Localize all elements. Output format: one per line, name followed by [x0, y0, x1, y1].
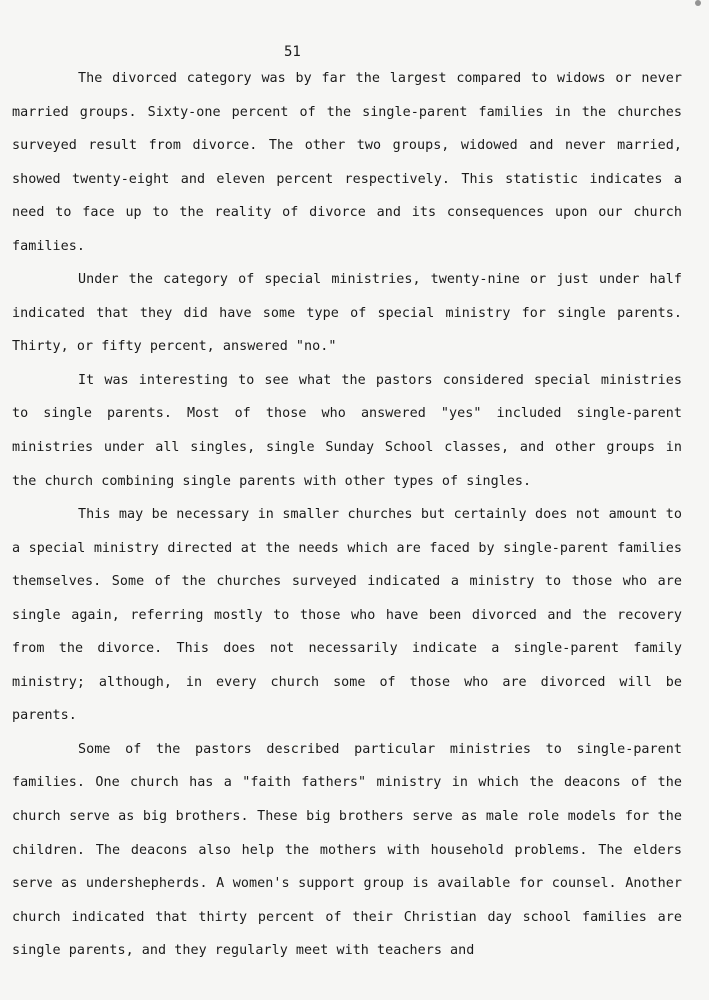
- page-number: 51: [284, 44, 301, 60]
- scan-speck: [695, 0, 701, 6]
- paragraph: It was interesting to see what the pastors considered special ministries to single parents. Most of those who answered "yes" included single-parent ministries under all singles, single Sunday School classes, and other groups in the church combining single parents with other types of singles.: [12, 372, 682, 489]
- paragraph: The divorced category was by far the largest compared to widows or never married groups. Sixty-one percent of the single-parent families in the churches surveyed result from divorce. The other two groups, widowed and never married, showed twenty-eight and eleven percent respectively. This statistic indicates a need to face up to the reality of divorce and its consequences upon our church families.: [12, 71, 682, 254]
- body-text: [12, 62, 682, 968]
- paragraph: This may be necessary in smaller churches but certainly does not amount to a special ministry directed at the needs which are faced by single-parent families themselves. Some of the churches surveyed indicated a ministry to those who are single again, referring mostly to those who have been divorced and the recovery from the divorce. This does not necessarily indicate a single-parent family ministry; although, in every church some of those who are divorced will be parents.: [12, 507, 682, 724]
- paragraph: Under the category of special ministries, twenty-nine or just under half indicated that they did have some type of special ministry for single parents. Thirty, or fifty percent, answered "no.": [12, 272, 682, 355]
- paragraph: Some of the pastors described particular ministries to single-parent families. One church has a "faith fathers" ministry in which the deacons of the church serve as big brothers. These big brothers serve as male role models for the children. The deacons also help the mothers with household problems. The elders serve as undershepherds. A women's support group is available for counsel. Another church indicated that thirty percent of their Christian day school families are single parents, and they regularly meet with teachers and: [12, 741, 682, 959]
